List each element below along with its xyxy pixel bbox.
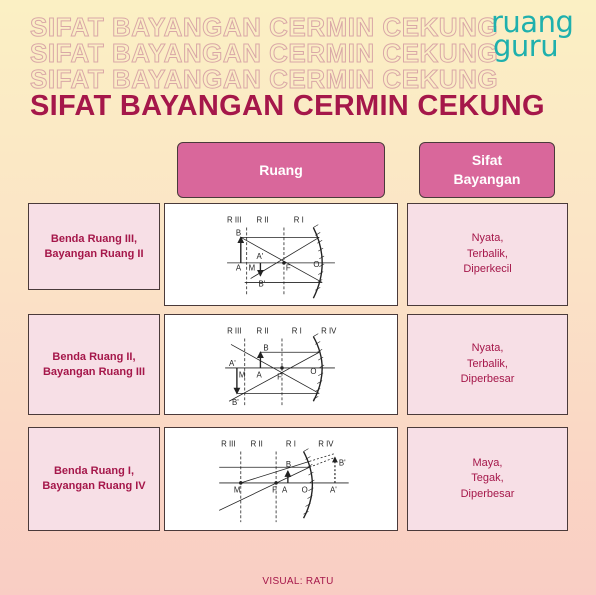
row-3-prop-1: Maya, xyxy=(472,456,503,469)
row-1-label-b: B xyxy=(235,228,242,238)
row-1-properties xyxy=(407,203,568,306)
row-3-zone-r2: R II xyxy=(250,439,263,449)
row-2-label-a: A xyxy=(256,370,262,380)
row-3-zone-r4: R IV xyxy=(318,439,334,449)
row-3-label-f: F xyxy=(272,485,277,495)
row-2-label-b: B xyxy=(263,343,269,353)
row-2-prop-1: Nyata, xyxy=(471,342,504,355)
row-1-label xyxy=(28,203,160,290)
row-3-label-bp: B' xyxy=(338,458,346,468)
row-2-ray-svg xyxy=(165,315,397,414)
row-3-zone-r1: R I xyxy=(285,439,296,449)
row-3-ray-extension-1 xyxy=(309,457,335,467)
row-1-label-f: F xyxy=(285,263,291,273)
column-header-ruang-label: Ruang xyxy=(259,161,303,178)
row-3-prop-3: Diperbesar xyxy=(460,487,515,500)
row-2-zone-r1: R I xyxy=(291,326,302,336)
row-1-ray-svg xyxy=(165,204,397,305)
logo-line-1: ruang xyxy=(491,5,574,39)
row-3-label-ap: A' xyxy=(330,485,337,495)
row-1-zone-r1: R I xyxy=(293,215,304,225)
row-2-label-line2: Bayangan Ruang III xyxy=(42,365,146,378)
row-2-prop-3: Diperbesar xyxy=(460,373,515,386)
row-3-label xyxy=(28,427,160,531)
row-3-center-point xyxy=(239,481,243,485)
row-3-ray-through-f xyxy=(219,467,309,510)
row-2-label-f: F xyxy=(277,372,282,382)
title-echo-3: SIFAT BAYANGAN CERMIN CEKUNG xyxy=(30,64,499,94)
column-header-sifat-line2: Bayangan xyxy=(453,171,521,187)
row-1-label-ap: A' xyxy=(256,251,264,261)
row-3-label-o: O xyxy=(301,485,308,495)
row-1-label-m: M xyxy=(248,263,256,273)
row-3-zone-r3: R III xyxy=(221,439,236,449)
row-3-label-m: M xyxy=(233,485,241,495)
row-3-focus-point xyxy=(274,481,278,485)
row-1-label-bp: B' xyxy=(258,279,266,289)
row-3-label-a: A xyxy=(281,485,288,495)
row-1-prop-3: Diperkecil xyxy=(463,263,512,276)
row-2-ray-to-f xyxy=(231,344,319,393)
row-1-label-o: O xyxy=(313,259,320,269)
row-3-label-line2: Bayangan Ruang IV xyxy=(42,480,146,492)
column-header-ruang xyxy=(177,142,385,198)
row-3-label-line1: Benda Ruang I, xyxy=(53,465,135,478)
row-3-ray-extension-2 xyxy=(309,454,335,462)
row-1-prop-2: Terbalik, xyxy=(467,247,508,260)
row-2-label-o: O xyxy=(310,366,317,376)
row-1-label-a: A xyxy=(235,263,242,273)
row-2-label xyxy=(28,314,160,415)
row-3-ray-diagram xyxy=(164,427,398,531)
row-2-label-m: M xyxy=(238,370,246,380)
row-2-zone-r4: R IV xyxy=(321,326,337,336)
row-1-ray-to-f xyxy=(241,237,322,282)
row-1-zone-r2: R II xyxy=(256,215,269,225)
column-header-sifat xyxy=(419,142,555,198)
logo-line-2: guru xyxy=(493,29,559,63)
row-3-ray-svg xyxy=(165,428,397,530)
row-2-label-ap: A' xyxy=(229,358,236,368)
row-1-prop-1: Nyata, xyxy=(471,232,504,245)
ruangguru-logo xyxy=(491,5,574,63)
row-3-prop-2: Tegak, xyxy=(471,472,504,485)
row-2-focus-point xyxy=(280,366,284,370)
row-2-zone-r2: R II xyxy=(256,326,269,336)
row-2-properties xyxy=(407,314,568,415)
row-1-zone-r3: R III xyxy=(227,215,242,225)
title-echo-2: SIFAT BAYANGAN CERMIN CEKUNG xyxy=(30,38,499,68)
row-1-label-line2: Bayangan Ruang II xyxy=(44,247,144,260)
row-2-prop-2: Terbalik, xyxy=(467,357,508,370)
row-2-zone-r3: R III xyxy=(227,326,242,336)
title-echo-1: SIFAT BAYANGAN CERMIN CEKUNG xyxy=(30,12,499,42)
row-1-label-line1: Benda Ruang III, xyxy=(50,232,138,245)
row-3-label-b: B xyxy=(285,460,292,470)
row-3-properties xyxy=(407,427,568,531)
row-1-ray-diagram xyxy=(164,203,398,306)
row-2-ray-diagram xyxy=(164,314,398,415)
row-2-label-line1: Benda Ruang II, xyxy=(52,350,136,363)
column-header-sifat-line1: Sifat xyxy=(471,152,503,169)
row-2-label-bp: B' xyxy=(231,398,239,408)
page-title: SIFAT BAYANGAN CERMIN CEKUNG xyxy=(30,90,545,122)
visual-credit: VISUAL: RATU xyxy=(262,576,334,587)
